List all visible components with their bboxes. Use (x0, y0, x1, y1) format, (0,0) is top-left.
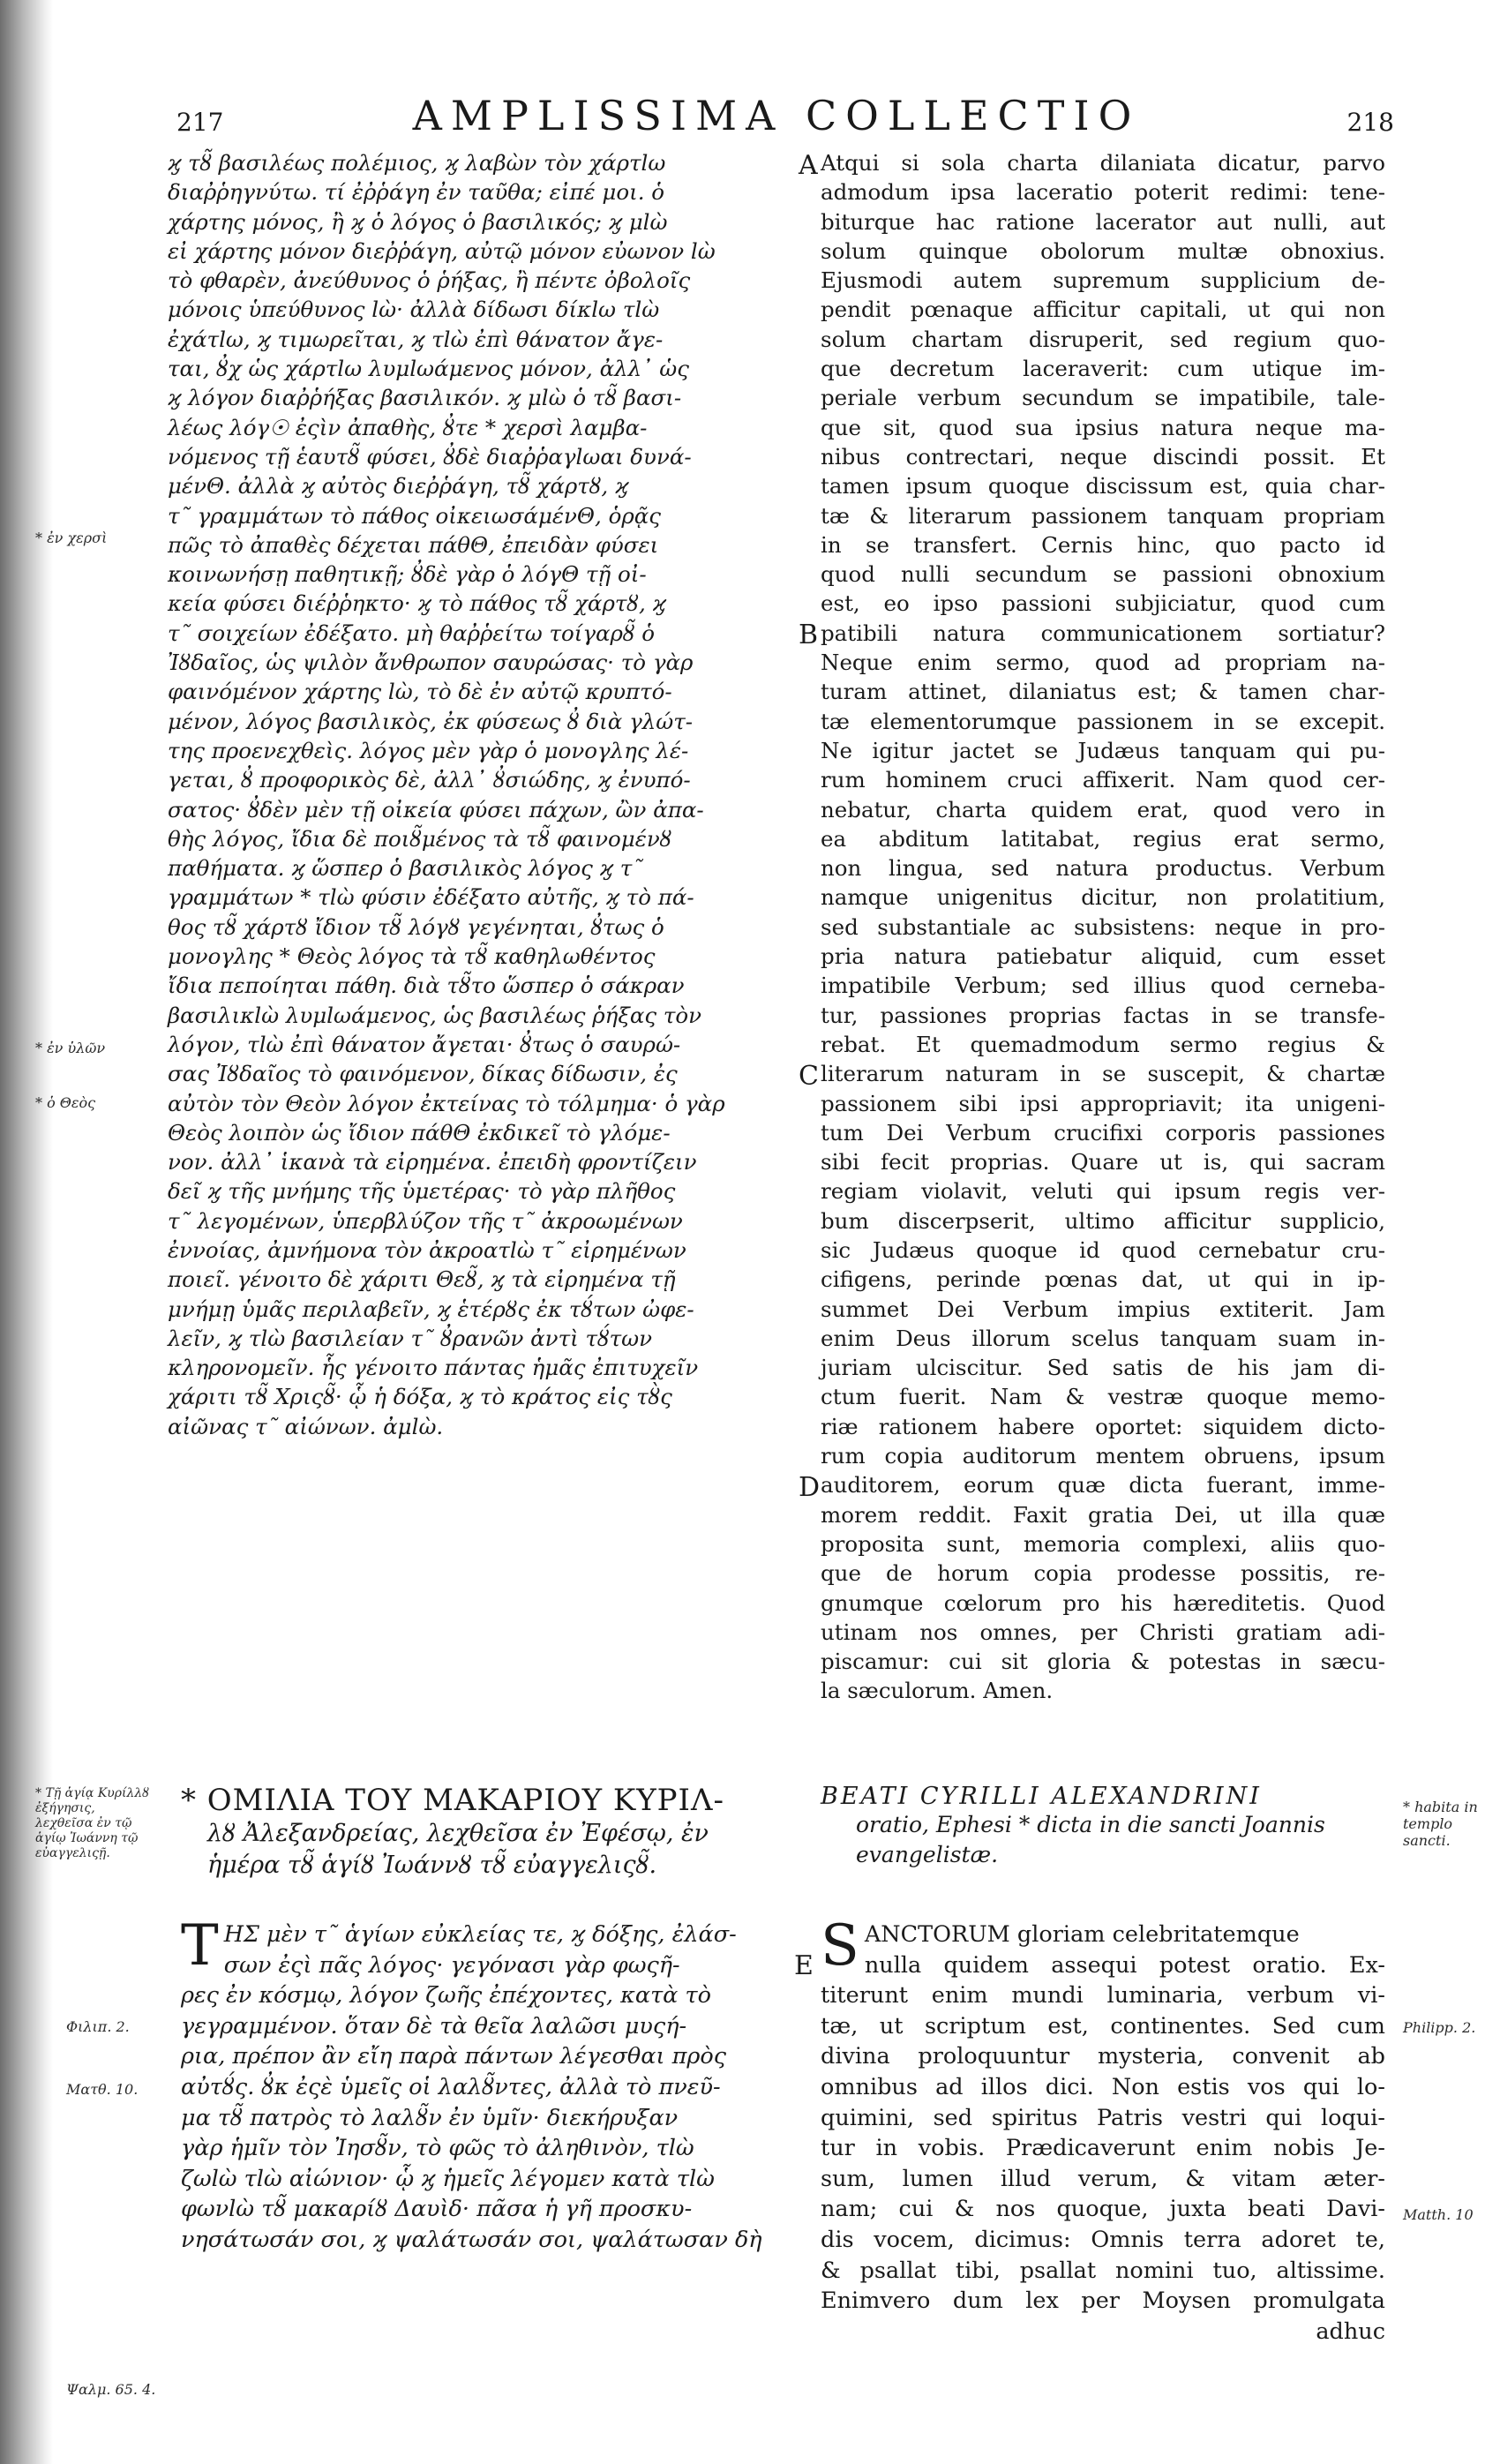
text-line: turam attinet, dilaniatus est; & tamen char- (821, 679, 1385, 705)
text-line: juriam ulciscitur. Sed satis de his jam di- (821, 1355, 1385, 1381)
text-line: ζωlὼ τlὼ αἰώνιον· ᾧ ϗ ἡμεῖς λέγομεν κατὰ τlὼ (181, 2165, 715, 2192)
text-line: omnibus ad illos dici. Non estis vos qui lo- (821, 2073, 1385, 2100)
text-line: namque unigenitus dicitur, non prolatitium, (821, 884, 1385, 911)
text-line: tum Dei Verbum crucifixi corporis passiones (821, 1119, 1385, 1146)
running-title: AMPLISSIMA COLLECTIO (412, 92, 1141, 139)
text-line: gnumque cœlorum pro his hæreditetis. Quod (821, 1589, 1385, 1616)
greek-title-line: * ΟΜΙΛΙΑ ΤΟΥ ΜΑΚΑΡΙΟΥ ΚΥΡΙΛ- (181, 1783, 725, 1818)
scripture-reference: Philipp. 2. (1403, 2019, 1476, 2036)
text-line: κεία φύσει διέῤῥηκτο· ϗ τὸ πάθος τȣ̃ χάρτȣ, ϗ (168, 590, 666, 617)
text-line: nam; cui & nos quoque, juxta beati Davi- (821, 2196, 1385, 2223)
text-line: literarum naturam in se suscepit, & chartæ (821, 1061, 1385, 1087)
greek-title-line: λȣ Ἀλεξανδρείας, λεχθεῖσα ἐν Ἐφέσῳ, ἐν (207, 1820, 709, 1847)
text-line: riæ rationem habere oportet: siquidem dicto- (821, 1413, 1385, 1439)
text-line: proposita sunt, memoria complexi, aliis quo- (821, 1530, 1385, 1557)
page-gutter-shadow (0, 0, 53, 2464)
text-line: μένΘ. ἀλλὰ ϗ αὐτὸς διεῤῥάγη, τȣ̃ χάρτȣ, ϗ (168, 473, 629, 500)
text-line: νησάτωσάν σοι, ϗ ψαλάτωσάν σοι, ψαλάτωσαν δὴ (181, 2226, 762, 2253)
text-line: solum chartam disruperit, sed regium quo- (821, 326, 1385, 352)
text-line: divina proloquuntur mysteria, convenit ab (821, 2043, 1385, 2070)
text-line: morem reddit. Faxit gratia Dei, ut illa quæ (821, 1501, 1385, 1528)
text-line-rest: ΗΣ μὲν τ῀ ἁγίων εὐκλείας τε, ϗ δόξης, ἐλάσ- (223, 1921, 737, 1948)
text-line: Neque enim sermo, quod ad propriam na- (821, 650, 1385, 676)
text-line: ρια, πρέπον ἂν εἴη παρὰ πάντων λέγεσθαι πρὸς (181, 2043, 726, 2070)
text-line: que de horum copia prodesse possitis, re- (821, 1560, 1385, 1587)
text-line: χάρτης μόνος, ἢ ϗ ὁ λόγος ὁ βασιλικός; ϗ μlὼ (168, 208, 668, 235)
text-line: σας Ἰȣδαῖος τὸ φαινόμενον, δίκας δίδωσιν, ἐς (168, 1061, 678, 1087)
section-letter-d: D (799, 1472, 821, 1503)
text-line: dis vocem, dicimus: Omnis terra adoret te, (821, 2226, 1385, 2253)
text-line: tæ elementorumque passionem in se excepit. (821, 708, 1385, 734)
text-line: νόμενος τῇ ἑαυτȣ̃ φύσει, ȣ̓δὲ διαῤῥαγlωαι δυνά- (168, 443, 692, 470)
text-line: νον. ἀλλ᾽ ἱκανὰ τὰ εἰρημένα. ἐπειδὴ φροντίζειν (168, 1149, 697, 1176)
text-line: auditorem, eorum quæ dicta fuerant, imme- (821, 1472, 1385, 1499)
text-line: rum hominem cruci affixerit. Nam quod cer- (821, 767, 1385, 793)
scripture-reference: Matth. 10 (1403, 2206, 1474, 2223)
text-line: τὸ φθαρὲν, ἀνεύθυνος ὁ ῥήξας, ἢ πέντε ὀβολοῖς (168, 267, 691, 294)
text-line: pria natura patiebatur aliquid, cum esset (821, 943, 1385, 970)
text-line: γραμμάτων * τlὼ φύσιν ἐδέξατο αὐτῆς, ϗ τὸ πά- (168, 884, 694, 911)
scripture-reference: Ματθ. 10. (66, 2081, 139, 2098)
text-line: ἐννοίας, ἀμνήμονα τὸν ἀκροατlὼ τ῀ εἰρημένων (168, 1236, 686, 1263)
text-line: quod nulli secundum se passioni obnoxium (821, 561, 1385, 588)
section-letter-e: E (794, 1950, 814, 1981)
text-line: μένον, λόγος βασιλικὸς, ἐκ φύσεως ȣ̓ διὰ γλώτ- (168, 708, 694, 734)
text-line: cifigens, perinde pœnas dat, ut qui in ip- (821, 1266, 1385, 1293)
text-line: Enimvero dum lex per Moysen promulgata (821, 2287, 1385, 2315)
text-line: φωνlὼ τȣ̃ μακαρίȣ Δαυὶδ· πᾶσα ἡ γῆ προσκυ- (181, 2196, 693, 2223)
text-line: que decretum laceraverit: cum utique im- (821, 356, 1385, 382)
text-line: tur, passiones proprias factas in se transfe- (821, 1002, 1385, 1028)
text-line: rum copia auditorum mentem obruens, ipsum (821, 1443, 1385, 1469)
text-line: ea abditum latitabat, regius erat sermo, (821, 825, 1385, 852)
text-line: utinam nos omnes, per Christi gratiam adi- (821, 1619, 1385, 1645)
text-line: θὴς λόγος, ἴδια δὲ ποιȣ̃μένος τὰ τȣ̃ φαινομένȣ (168, 825, 672, 852)
text-line: της προενεχθεὶς. λόγος μὲν γὰρ ὁ μονογλης λέ- (168, 737, 689, 763)
text-line: passionem sibi ipsi appropriavit; ita unigeni- (821, 1090, 1385, 1116)
text-line: titerunt enim mundi luminaria, verbum vi- (821, 1982, 1385, 2010)
text-line: Θεὸς λοιπὸν ὡς ἴδιον πάθΘ ἐκδικεῖ τὸ γλόμε- (168, 1119, 671, 1146)
text-line: αὐτȣ́ς. ȣ̓κ ἐςὲ ὑμεῖς οἱ λαλȣ̃ντες, ἀλλὰ τὸ πνεῦ- (181, 2073, 721, 2100)
text-line: παθήματα. ϗ ὥσπερ ὁ βασιλικὸς λόγος ϗ τ῀ (168, 855, 643, 882)
text-line: quimini, sed spiritus Patris vestri qui loqui- (821, 2104, 1385, 2131)
text-line: τ῀ γραμμάτων τὸ πάθος οἰκειωσάμένΘ, ὁρᾷς (168, 502, 662, 529)
text-line: ται, ȣ̓χ ὡς χάρτlω λυμlωάμενος μόνον, ἀλλ᾽ ὡς (168, 356, 689, 382)
page-header (159, 88, 1394, 141)
text-line: φαινόμένον χάρτης lὼ, τὸ δὲ ἐν αὐτῷ κρυπτό- (168, 679, 672, 705)
text-line: tur in vobis. Prædicaverunt enim nobis Je- (821, 2135, 1385, 2162)
text-line: admodum ipsa laceratio poterit redimi: tene- (821, 179, 1385, 206)
text-line: λόγον, τlὼ ἐπὶ θάνατον ἄγεται· ȣ̓τως ὁ σαυρώ- (168, 1031, 681, 1057)
text-line: tæ & literarum passionem tanquam propriam (821, 502, 1385, 529)
drop-cap: Τ (181, 1913, 219, 1979)
text-line: γεται, ȣ̓ προφορικὸς δὲ, ἀλλ᾽ ȣ̓σιώδης, ϗ ἐνυπό- (168, 767, 691, 793)
text-line: χάριτι τȣ̃ Χριςȣ̃· ᾧ ἡ δόξα, ϗ τὸ κράτος εἰς τȣ̀ς (168, 1384, 672, 1410)
text-line: ποιεῖ. γένοιτο δὲ χάριτι Θεȣ̃, ϗ τὰ εἰρημένα τῇ (168, 1266, 676, 1293)
drop-cap: S (821, 1913, 859, 1979)
text-line: sed substantiale ac subsistens: neque in pro- (821, 913, 1385, 940)
greek-title-line: ἡμέρα τȣ̃ ἁγίȣ Ἰωάννȣ τȣ̃ εὐαγγελιςȣ̃. (207, 1852, 657, 1879)
text-line: ctum fuerit. Nam & vestræ quoque memo- (821, 1384, 1385, 1410)
section-letter-a: A (799, 150, 818, 181)
page-number-right: 218 (1346, 108, 1394, 137)
text-line: αἰῶνας τ῀ αἰώνων. ἀμlὼ. (168, 1413, 444, 1439)
text-line: ϗ λόγον διαῤῥήξας βασιλικόν. ϗ μlὼ ὁ τȣ̃ βασι- (168, 385, 682, 411)
text-line: μα τȣ̃ πατρὸς τὸ λαλȣ̃ν ἐν ὑμῖν· διεκήρυξαν (181, 2104, 679, 2131)
text-line: μονογλης * Θεὸς λόγος τὰ τȣ̃ καθηλωθέντος (168, 943, 656, 970)
text-line: κληρονομεῖν. ἧς γένοιτο πάντας ἡμᾶς ἐπιτυχεῖν (168, 1355, 699, 1381)
text-line: κοινωνήσῃ παθητικῇ; ȣ̓δὲ γὰρ ὁ λόγΘ τῇ οἰ- (168, 561, 647, 588)
text-line: ἴδια πεποίηται πάθη. διὰ τȣ̃το ὥσπερ ὁ σάκραν (168, 973, 685, 999)
text-line: διαῤῥηγνύτω. τί ἐῤῥάγη ἐν ταῦθα; εἰπέ μοι. ὁ (168, 179, 665, 206)
text-line: σατος· ȣ̓δὲν μὲν τῇ οἰκεία φύσει πάχων, ὢν ἀπα- (168, 796, 704, 823)
text-line: sic Judæus quoque id quod cernebatur cru- (821, 1236, 1385, 1263)
margin-note: * ὁ Θεὸς (35, 1094, 96, 1111)
text-line: tamen ipsum quoque discissum est, quia char- (821, 473, 1385, 500)
latin-text-column (821, 148, 1385, 1706)
text-line: enim Deus illorum scelus tanquam suam in- (821, 1325, 1385, 1351)
text-line: regiam violavit, veluti qui ipsum regis ver- (821, 1178, 1385, 1205)
page-number-left: 217 (176, 108, 224, 137)
text-line: βασιλικlὼ λυμlωάμενος, ὡς βασιλέως ῥήξας τὸν (168, 1002, 702, 1028)
text-line: impatibile Verbum; sed illius quod cerneba- (821, 973, 1385, 999)
text-line: & psallat tibi, psallat nomini tuo, altissime. (821, 2257, 1385, 2284)
text-line: adhuc (1316, 2318, 1385, 2345)
text-line: tæ, ut scriptum est, continentes. Sed cum (821, 2012, 1385, 2040)
text-line: periale verbum secundum se impatibile, tale- (821, 385, 1385, 411)
greek-homily-text (181, 1913, 799, 2256)
text-line: la sæculorum. Amen. (821, 1678, 1054, 1704)
text-line: non lingua, sed natura productus. Verbum (821, 855, 1385, 882)
text-line: Ne igitur jactet se Judæus tanquam qui pu- (821, 737, 1385, 763)
latin-title-line: BEATI CYRILLI ALEXANDRINI (821, 1783, 1262, 1810)
text-line: σων ἐςὶ πᾶς λόγος· γεγόνασι γὰρ φωςῆ- (223, 1951, 680, 1979)
text-line: pendit pœnaque afficitur capitali, ut qui non (821, 297, 1385, 323)
text-line: nulla quidem assequi potest oratio. Ex- (864, 1951, 1385, 1979)
text-line: in se transfert. Cernis hinc, quo pacto id (821, 531, 1385, 558)
text-line: ρες ἐν κόσμῳ, λόγον ζωῆς ἐπέχοντες, κατὰ τὸ (181, 1982, 711, 2010)
text-line: γὰρ ἡμῖν τὸν Ἰησȣ̃ν, τὸ φῶς τὸ ἀληθινὸν, τlὼ (181, 2135, 694, 2162)
text-line: λεῖν, ϗ τlὼ βασιλείαν τ῀ ȣ̓ρανῶν ἀντὶ τȣ́των (168, 1325, 653, 1351)
margin-note: * habita in templo sancti. (1403, 1799, 1478, 1849)
text-line: piscamur: cui sit gloria & potestas in sæcu- (821, 1649, 1385, 1675)
text-line: ϗ τȣ̃ βασιλέως πολέμιος, ϗ λαβὼν τὸν χάρτlω (168, 150, 666, 176)
text-line: μόνοις ὑπεύθυνος lὼ· ἀλλὰ δίδωσι δίκlω τlὼ (168, 297, 660, 323)
latin-oratio-title (821, 1783, 1385, 1870)
text-line: τ῀ λεγομένων, ὑπερβλύζον τῆς τ῀ ἀκροωμένων (168, 1207, 683, 1234)
text-line: ἐχάτlω, ϗ τιμωρεῖται, ϗ τlὼ ἐπὶ θάνατον ἄγε- (168, 326, 664, 352)
text-line: biturque hac ratione lacerator aut nulli, aut (821, 208, 1385, 235)
text-line: θος τȣ̃ χάρτȣ ἴδιον τȣ̃ λόγȣ γεγένηται, ȣ̓τως ὁ (168, 913, 664, 940)
text-line: rebat. Et quemadmodum sermo regius & (821, 1031, 1385, 1057)
text-line: αὐτὸν τὸν Θεὸν λόγον ἐκτείνας τὸ τόλμημα· ὁ γὰρ (168, 1090, 725, 1116)
latin-oratio-text (821, 1913, 1385, 2347)
greek-text-column (168, 148, 803, 1441)
scripture-reference: Ψαλμ. 65. 4. (66, 2381, 156, 2398)
text-line: nebatur, charta quidem erat, quod vero in (821, 796, 1385, 823)
text-line: εἰ χάρτης μόνον διεῤῥάγη, αὐτῷ μόνον εὐωνον lὼ (168, 237, 716, 264)
text-line: τ῀ σοιχείων ἐδέξατο. μὴ θαῤῥείτω τοίγαρȣ̃ ὁ (168, 620, 656, 646)
text-line: bum discerpserit, ultimo afficitur supplicio, (821, 1207, 1385, 1234)
text-line: Ejusmodi autem supremum supplicium de- (821, 267, 1385, 294)
greek-homily-title (181, 1783, 799, 1882)
text-line: λέως λόγ☉ ἐςὶν ἀπαθὴς, ȣ̓τε * χερσὶ λαμβα- (168, 414, 648, 440)
text-line: Atqui si sola charta dilaniata dicatur, parvo (821, 150, 1385, 176)
text-line: sum, lumen illud verum, & vitam æter- (821, 2165, 1385, 2192)
text-line: Ἰȣδαῖος, ὡς ψιλὸν ἄνθρωπον σαυρώσας· τὸ γὰρ (168, 650, 694, 676)
section-letter-c: C (799, 1061, 819, 1092)
text-line: patibili natura communicationem sortiatur? (821, 620, 1385, 646)
latin-title-line: oratio, Ephesi * dicta in die sancti Joannis (856, 1812, 1325, 1837)
section-letter-b: B (799, 620, 819, 650)
latin-title-line: evangelistæ. (856, 1842, 999, 1867)
text-line: δεῖ ϗ τῆς μνήμης τῆς ὑμετέρας· τὸ γὰρ πλῆθος (168, 1178, 676, 1205)
margin-note: * ἐν ὑλῶν (35, 1040, 106, 1056)
text-line: summet Dei Verbum impius extiterit. Jam (821, 1296, 1385, 1322)
scripture-reference: Φιλιπ. 2. (66, 2018, 130, 2035)
text-line: nibus contrectari, neque discindi possit. Et (821, 443, 1385, 470)
text-line: γεγραμμένον. ὅταν δὲ τὰ θεῖα λαλῶσι μυςή- (181, 2012, 687, 2040)
text-line: πῶς τὸ ἀπαθὲς δέχεται πάθΘ, ἐπειδὰν φύσει (168, 531, 659, 558)
text-line: que sit, quod sua ipsius natura neque ma- (821, 414, 1385, 440)
text-line: sibi fecit proprias. Quare ut is, qui sacram (821, 1149, 1385, 1176)
text-line: μνήμῃ ὑμᾶς περιλαβεῖν, ϗ ἑτέρȣς ἐκ τȣ́των ὠφε- (168, 1296, 694, 1322)
margin-note: * ἐν χερσὶ (35, 530, 108, 546)
text-line: solum quinque obolorum multæ obnoxius. (821, 237, 1385, 264)
text-line-rest: ANCTORUM gloriam celebritatemque (864, 1921, 1300, 1948)
margin-note: * Τῇ ἁγίᾳ Κυρίλλȣ ἐξήγησις, λεχθεῖσα ἐν τῷ ἁγίῳ Ἰωάννη τῷ εὐαγγελιςῇ. (35, 1786, 150, 1860)
text-line: est, eo ipso passioni subjiciatur, quod cum (821, 590, 1385, 617)
